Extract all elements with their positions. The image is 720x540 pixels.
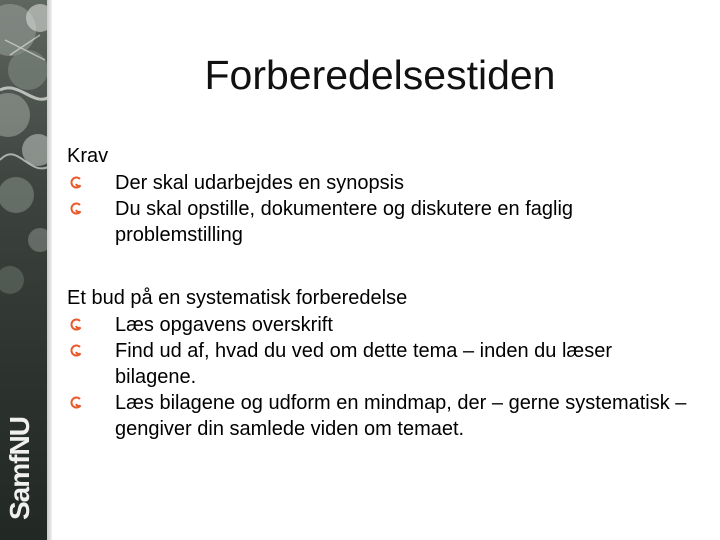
bullet-item	[67, 170, 687, 196]
bullet-item	[67, 390, 687, 442]
sidebar-edge	[47, 0, 52, 540]
bullet-text: Læs opgavens overskrift	[115, 314, 333, 336]
slide-title: Forberedelsestiden	[204, 52, 556, 98]
bullet-text: Læs bilagene og udform en mindmap, der – gerne systematisk – gengiver din samlede viden om temaet.	[115, 392, 687, 440]
bullet-item	[67, 196, 687, 248]
swirl-bullet-icon	[69, 344, 83, 358]
bullet-item	[67, 312, 687, 338]
section-heading-krav: Krav	[67, 145, 109, 167]
slide-content	[67, 143, 687, 442]
section-heading-forberedelse: Et bud på en systematisk forberedelse	[67, 287, 408, 309]
swirl-bullet-icon	[69, 318, 83, 332]
decorative-sidebar	[0, 0, 52, 540]
samfnu-logo: SamfNU	[4, 417, 35, 520]
bullet-text: Du skal opstille, dokumentere og diskutere en faglig problemstilling	[115, 198, 574, 246]
swirl-bullet-icon	[69, 396, 83, 410]
bullet-text: Find ud af, hvad du ved om dette tema – inden du læser bilagene.	[115, 340, 612, 388]
swirl-bullet-icon	[69, 202, 83, 216]
bullet-item	[67, 338, 687, 390]
bullet-text: Der skal udarbejdes en synopsis	[115, 172, 405, 194]
swirl-bullet-icon	[69, 176, 83, 190]
